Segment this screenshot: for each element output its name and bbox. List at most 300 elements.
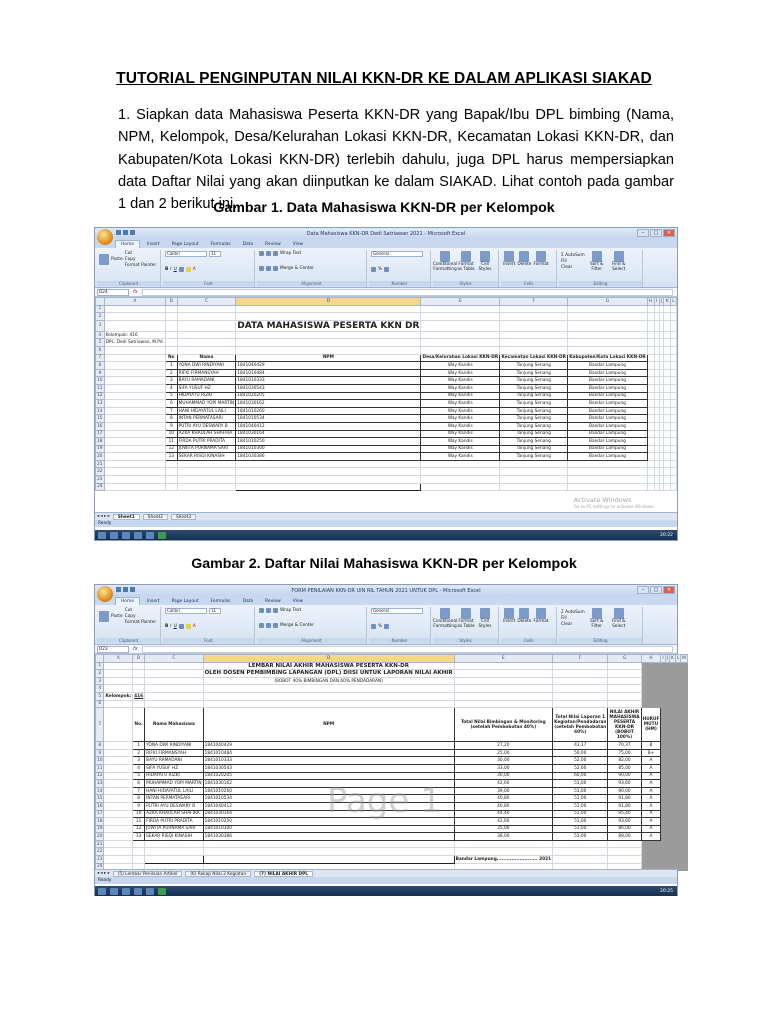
table-cell[interactable]: 1841010250 bbox=[236, 438, 421, 446]
cell[interactable] bbox=[670, 468, 676, 476]
column-header[interactable]: F bbox=[500, 298, 568, 306]
table-cell[interactable]: 52,00 bbox=[553, 757, 608, 765]
row-header[interactable]: 6 bbox=[96, 346, 105, 354]
cell[interactable] bbox=[104, 400, 165, 408]
cell[interactable]: OLEH DOSEN PEMBIMBING LAPANGAN (DPL) DIISI UNTUK LAPORAN NILAI AKHIR bbox=[204, 670, 453, 677]
cell[interactable] bbox=[681, 685, 688, 693]
cell[interactable] bbox=[104, 305, 165, 313]
start-icon[interactable] bbox=[98, 532, 106, 539]
cell[interactable] bbox=[647, 483, 654, 491]
cell[interactable] bbox=[236, 460, 421, 468]
cell[interactable] bbox=[670, 377, 676, 385]
cell[interactable] bbox=[104, 833, 133, 841]
table-cell[interactable]: 1841040412 bbox=[236, 422, 421, 430]
cell[interactable] bbox=[608, 670, 641, 678]
student-name[interactable]: FIRDA PUTRI PRADITA bbox=[145, 818, 203, 826]
cell[interactable] bbox=[641, 700, 661, 708]
ribbon-tab[interactable]: Insert bbox=[146, 599, 160, 604]
table-cell[interactable]: Way Kandis bbox=[421, 415, 500, 423]
table-cell[interactable]: Way Kandis bbox=[421, 377, 500, 385]
table-cell[interactable]: B+ bbox=[641, 749, 661, 757]
cell[interactable] bbox=[681, 772, 688, 780]
student-name[interactable]: SEKAR RISQI KINASIH bbox=[177, 453, 236, 461]
cell[interactable] bbox=[500, 305, 568, 313]
student-name[interactable]: PUTRI AYU DESWARY B bbox=[177, 422, 236, 430]
cell[interactable] bbox=[647, 476, 654, 484]
sheet-tab[interactable]: Sheet1 bbox=[113, 514, 140, 520]
cell-styles-icon[interactable] bbox=[480, 251, 490, 262]
cell[interactable] bbox=[681, 757, 688, 765]
cell[interactable] bbox=[500, 331, 568, 339]
sheet-tab[interactable]: (6) Rekap Nilai 2 Kegiatan bbox=[185, 871, 251, 877]
student-name[interactable]: INTAN PERMATASARI bbox=[177, 415, 236, 423]
cell[interactable] bbox=[641, 692, 661, 700]
table-cell[interactable]: 90,00 bbox=[608, 787, 641, 795]
cell[interactable] bbox=[421, 305, 500, 313]
column-header[interactable]: F bbox=[553, 655, 608, 663]
row-header[interactable]: 8 bbox=[96, 362, 105, 370]
cell-styles-icon[interactable] bbox=[480, 608, 490, 619]
delete-cells-icon[interactable] bbox=[519, 608, 529, 619]
align-middle-icon[interactable] bbox=[266, 608, 271, 613]
font-name-select[interactable]: Calibri bbox=[165, 251, 207, 257]
table-header[interactable]: No. bbox=[133, 708, 145, 742]
cell[interactable] bbox=[165, 305, 177, 313]
autosum-button[interactable]: AutoSum bbox=[565, 253, 585, 258]
minimize-icon[interactable]: – bbox=[637, 586, 649, 594]
table-cell[interactable]: 3 bbox=[133, 757, 145, 765]
cell[interactable] bbox=[104, 780, 133, 788]
table-cell[interactable]: 1841010333 bbox=[236, 377, 421, 385]
cell[interactable] bbox=[177, 305, 236, 313]
format-button[interactable]: Format bbox=[533, 262, 549, 267]
table-cell[interactable]: 4 bbox=[133, 764, 145, 772]
table-cell[interactable]: 1841010250 bbox=[203, 818, 454, 826]
sigma-icon[interactable]: Σ bbox=[561, 253, 564, 258]
ribbon-tab[interactable]: View bbox=[292, 242, 304, 247]
table-cell[interactable]: Tanjung Senang bbox=[500, 369, 568, 377]
table-cell[interactable]: A bbox=[641, 780, 661, 788]
cell[interactable] bbox=[670, 422, 676, 430]
cell[interactable] bbox=[641, 840, 661, 848]
table-cell[interactable]: A bbox=[641, 757, 661, 765]
cell[interactable] bbox=[647, 407, 654, 415]
cell[interactable] bbox=[647, 346, 654, 354]
align-center-icon[interactable] bbox=[266, 623, 271, 628]
table-header[interactable]: Nama Mahasiswa bbox=[145, 708, 203, 742]
table-cell[interactable]: A bbox=[641, 810, 661, 818]
cell[interactable] bbox=[681, 810, 688, 818]
cell[interactable] bbox=[608, 685, 641, 693]
table-cell[interactable]: 1841030164 bbox=[203, 810, 454, 818]
row-header[interactable]: 9 bbox=[96, 369, 105, 377]
table-cell[interactable]: 39,00 bbox=[454, 787, 552, 795]
column-header[interactable]: D bbox=[203, 655, 454, 663]
table-cell[interactable]: 40,80 bbox=[454, 795, 552, 803]
sheet-tab[interactable]: (5) Lembar Penilaian Artikel bbox=[113, 871, 183, 877]
cell[interactable] bbox=[104, 840, 133, 848]
cell[interactable] bbox=[681, 825, 688, 833]
merge-center-button[interactable]: Merge & Center bbox=[280, 623, 314, 628]
student-name[interactable]: SEKAR RISQI KINASIH bbox=[145, 833, 203, 841]
student-name[interactable]: HIDAYATU RIZKI bbox=[145, 772, 203, 780]
table-cell[interactable]: 1841010260 bbox=[236, 407, 421, 415]
sort-filter-button[interactable]: Sort & Filter bbox=[589, 619, 604, 629]
row-header[interactable]: 17 bbox=[97, 811, 103, 817]
table-cell[interactable]: 1 bbox=[165, 362, 177, 370]
format-table-button[interactable]: Format as Table bbox=[457, 619, 475, 629]
sigma-icon[interactable]: Σ bbox=[561, 610, 564, 615]
cell[interactable] bbox=[681, 833, 688, 841]
table-cell[interactable]: 90,00 bbox=[608, 772, 641, 780]
row-header[interactable]: 6 bbox=[96, 700, 104, 708]
borders-icon[interactable] bbox=[179, 624, 184, 629]
table-cell[interactable]: 25,00 bbox=[454, 749, 552, 757]
start-icon[interactable] bbox=[98, 888, 106, 895]
sort-filter-button[interactable]: Sort & Filter bbox=[589, 262, 604, 272]
student-name[interactable]: SIFA YUSUF HZ bbox=[177, 384, 236, 392]
cell[interactable] bbox=[104, 848, 133, 856]
table-cell[interactable]: 91,80 bbox=[608, 802, 641, 810]
paste-button[interactable]: Paste bbox=[111, 614, 123, 619]
table-cell[interactable]: Tanjung Senang bbox=[500, 422, 568, 430]
cell[interactable] bbox=[670, 339, 676, 347]
cell[interactable] bbox=[641, 677, 661, 685]
cell[interactable] bbox=[145, 856, 203, 864]
row-header[interactable]: 23 bbox=[97, 856, 103, 862]
cell[interactable] bbox=[236, 339, 421, 347]
table-cell[interactable]: A bbox=[641, 764, 661, 772]
student-name[interactable]: JUWITA PURNAMA SARI bbox=[145, 825, 203, 833]
row-header[interactable]: 11 bbox=[97, 765, 103, 771]
column-header[interactable]: K bbox=[665, 298, 669, 304]
table-cell[interactable]: Tanjung Senang bbox=[500, 400, 568, 408]
table-cell[interactable]: B bbox=[641, 742, 661, 750]
cell[interactable] bbox=[647, 320, 654, 331]
cell[interactable] bbox=[670, 331, 676, 339]
cell[interactable] bbox=[104, 384, 165, 392]
cell[interactable] bbox=[670, 460, 676, 468]
table-header[interactable]: HURUF MUTU (HM) bbox=[641, 708, 661, 742]
ribbon-tab[interactable]: View bbox=[292, 599, 304, 604]
column-header[interactable]: C bbox=[177, 298, 236, 306]
cell[interactable] bbox=[670, 354, 676, 362]
row-header[interactable]: 2 bbox=[96, 313, 105, 321]
align-left-icon[interactable] bbox=[259, 623, 264, 628]
student-name[interactable]: YONA DWI RINDIYANI bbox=[177, 362, 236, 370]
fill-color-icon[interactable] bbox=[186, 267, 191, 272]
cell[interactable] bbox=[641, 685, 661, 693]
row-header[interactable]: 5 bbox=[96, 339, 105, 347]
cell[interactable] bbox=[177, 331, 236, 339]
cell[interactable] bbox=[681, 802, 688, 810]
cell[interactable] bbox=[681, 670, 688, 678]
column-header[interactable]: B bbox=[133, 655, 145, 663]
wrap-text-button[interactable]: Wrap Text bbox=[280, 251, 302, 256]
student-name[interactable]: HANI HIDAYATUL LAILI bbox=[177, 407, 236, 415]
row-header[interactable]: 20 bbox=[97, 834, 103, 840]
row-header[interactable]: 3 bbox=[96, 320, 105, 331]
cell[interactable] bbox=[145, 840, 203, 848]
table-cell[interactable]: 5 bbox=[133, 772, 145, 780]
align-bottom-icon[interactable] bbox=[273, 251, 278, 256]
table-cell[interactable]: 51,00 bbox=[553, 833, 608, 841]
excel-taskbar-icon[interactable] bbox=[158, 532, 166, 539]
table-cell[interactable]: 13 bbox=[165, 453, 177, 461]
cell[interactable] bbox=[670, 362, 676, 370]
cell[interactable] bbox=[165, 468, 177, 476]
ribbon-tab[interactable]: Home bbox=[115, 240, 140, 248]
cell[interactable] bbox=[500, 346, 568, 354]
cell[interactable] bbox=[647, 354, 654, 362]
table-cell[interactable]: Tanjung Senang bbox=[500, 362, 568, 370]
align-middle-icon[interactable] bbox=[266, 251, 271, 256]
table-cell[interactable]: 8 bbox=[165, 415, 177, 423]
row-header[interactable]: 22 bbox=[97, 849, 103, 855]
cell[interactable] bbox=[553, 856, 608, 864]
cell[interactable] bbox=[670, 483, 676, 491]
currency-icon[interactable] bbox=[371, 267, 376, 272]
table-cell[interactable]: Bandar Lampung bbox=[568, 384, 647, 392]
cell[interactable] bbox=[177, 313, 236, 321]
row-header[interactable]: 10 bbox=[97, 378, 103, 384]
cell[interactable] bbox=[104, 700, 133, 708]
row-header[interactable]: 14 bbox=[97, 788, 103, 794]
table-cell[interactable]: Tanjung Senang bbox=[500, 384, 568, 392]
cell[interactable] bbox=[454, 670, 552, 678]
taskbar-app-icon[interactable] bbox=[134, 888, 142, 895]
table-cell[interactable]: Tanjung Senang bbox=[500, 415, 568, 423]
table-cell[interactable]: 42,60 bbox=[454, 780, 552, 788]
table-cell[interactable]: 1841020205 bbox=[203, 772, 454, 780]
cell[interactable] bbox=[104, 749, 133, 757]
table-cell[interactable]: 1841010484 bbox=[203, 749, 454, 757]
cell[interactable] bbox=[647, 305, 654, 313]
table-cell[interactable]: 70,37 bbox=[608, 742, 641, 750]
cell[interactable] bbox=[104, 483, 165, 491]
cell[interactable] bbox=[104, 438, 165, 446]
table-cell[interactable]: 1841040412 bbox=[203, 802, 454, 810]
column-header[interactable]: A bbox=[104, 298, 165, 306]
cell[interactable] bbox=[647, 400, 654, 408]
cell[interactable] bbox=[133, 677, 145, 685]
cell[interactable] bbox=[454, 662, 552, 670]
cut-button[interactable]: Cut bbox=[124, 251, 133, 256]
cell[interactable] bbox=[165, 339, 177, 347]
cell[interactable] bbox=[104, 662, 133, 670]
cell[interactable] bbox=[104, 445, 165, 453]
cell[interactable] bbox=[421, 483, 500, 491]
table-cell[interactable]: 75,00 bbox=[608, 749, 641, 757]
cell[interactable] bbox=[104, 362, 165, 370]
cell[interactable] bbox=[500, 468, 568, 476]
cell[interactable] bbox=[500, 339, 568, 347]
cut-button[interactable]: Cut bbox=[124, 608, 133, 613]
table-cell[interactable]: Way Kandis bbox=[421, 369, 500, 377]
font-name-select[interactable]: Calibri bbox=[165, 608, 207, 614]
cell[interactable]: Kelompok: bbox=[105, 693, 132, 699]
cell[interactable] bbox=[553, 670, 608, 678]
selected-cell[interactable] bbox=[203, 856, 454, 864]
cell-styles-button[interactable]: Cell Styles bbox=[478, 262, 492, 272]
table-cell[interactable]: 5 bbox=[165, 392, 177, 400]
wrap-text-button[interactable]: Wrap Text bbox=[280, 608, 302, 613]
ribbon-tab[interactable]: Page Layout bbox=[171, 242, 199, 247]
cell[interactable] bbox=[165, 483, 177, 491]
cell[interactable] bbox=[641, 848, 661, 856]
cell[interactable] bbox=[681, 795, 688, 803]
sort-filter-icon[interactable] bbox=[592, 251, 602, 262]
sheet-tab[interactable]: Sheet2 bbox=[143, 514, 168, 520]
cell[interactable] bbox=[568, 468, 647, 476]
table-cell[interactable]: A bbox=[641, 772, 661, 780]
cell[interactable] bbox=[681, 787, 688, 795]
table-cell[interactable]: 51,00 bbox=[553, 825, 608, 833]
font-size-select[interactable]: 11 bbox=[209, 251, 221, 257]
column-header[interactable]: B bbox=[165, 298, 177, 306]
table-cell[interactable]: 44,40 bbox=[454, 810, 552, 818]
cell[interactable] bbox=[647, 422, 654, 430]
cell[interactable] bbox=[568, 346, 647, 354]
cell[interactable] bbox=[104, 407, 165, 415]
taskbar-app-icon[interactable] bbox=[122, 532, 130, 539]
row-header[interactable]: 1 bbox=[96, 305, 105, 313]
table-cell[interactable]: 2 bbox=[165, 369, 177, 377]
cell[interactable] bbox=[203, 840, 454, 848]
cell[interactable] bbox=[608, 677, 641, 685]
format-painter-button[interactable]: Format Painter bbox=[124, 620, 157, 625]
font-color-icon[interactable]: A bbox=[192, 623, 196, 629]
table-header[interactable]: NPM bbox=[236, 354, 421, 362]
cell[interactable] bbox=[203, 700, 454, 708]
cell[interactable] bbox=[165, 460, 177, 468]
cell[interactable] bbox=[104, 810, 133, 818]
cell[interactable] bbox=[681, 742, 688, 750]
name-box[interactable]: D23 bbox=[97, 646, 129, 653]
table-cell[interactable]: 9 bbox=[133, 802, 145, 810]
table-cell[interactable]: Tanjung Senang bbox=[500, 445, 568, 453]
table-cell[interactable]: 1841040429 bbox=[236, 362, 421, 370]
table-header[interactable]: Total Nilai Laporan 1 Kegiatan/Pendadaran (setelah Pembobotan 60%) bbox=[553, 708, 608, 742]
cell[interactable] bbox=[608, 692, 641, 700]
cell[interactable] bbox=[236, 313, 421, 321]
cell[interactable] bbox=[641, 856, 661, 864]
conditional-formatting-button[interactable]: Conditional Formatting bbox=[432, 619, 458, 629]
cell[interactable] bbox=[670, 415, 676, 423]
cell[interactable] bbox=[236, 346, 421, 354]
cell[interactable] bbox=[165, 476, 177, 484]
table-cell[interactable]: 38,00 bbox=[454, 833, 552, 841]
cell[interactable] bbox=[104, 772, 133, 780]
cell[interactable] bbox=[500, 483, 568, 491]
cell[interactable] bbox=[177, 483, 236, 491]
window-controls[interactable] bbox=[637, 586, 675, 594]
cell[interactable] bbox=[236, 468, 421, 476]
fill-color-icon[interactable] bbox=[186, 624, 191, 629]
cell[interactable] bbox=[553, 700, 608, 708]
cell[interactable]: Kelompok: 416 bbox=[104, 331, 165, 339]
cell[interactable] bbox=[104, 670, 133, 678]
row-header[interactable]: 15 bbox=[97, 796, 103, 802]
table-cell[interactable]: Bandar Lampung bbox=[568, 377, 647, 385]
table-cell[interactable]: Way Kandis bbox=[421, 407, 500, 415]
cell[interactable] bbox=[104, 685, 133, 693]
italic-icon[interactable]: I bbox=[170, 623, 172, 629]
cell[interactable] bbox=[145, 677, 203, 685]
row-header[interactable]: 23 bbox=[97, 476, 103, 482]
cell[interactable] bbox=[104, 856, 133, 864]
bold-icon[interactable]: B bbox=[165, 266, 169, 272]
table-cell[interactable]: Tanjung Senang bbox=[500, 377, 568, 385]
table-cell[interactable]: Way Kandis bbox=[421, 392, 500, 400]
student-name[interactable]: AZKA KHAULAH SHAFIRA bbox=[177, 430, 236, 438]
cell[interactable] bbox=[647, 331, 654, 339]
table-cell[interactable]: Bandar Lampung bbox=[568, 422, 647, 430]
table-cell[interactable]: Bandar Lampung bbox=[568, 415, 647, 423]
student-name[interactable]: YONA DWI RINDIYANI bbox=[145, 742, 203, 750]
table-cell[interactable]: 6 bbox=[165, 400, 177, 408]
table-cell[interactable]: 1841030386 bbox=[203, 833, 454, 841]
table-cell[interactable]: 11 bbox=[165, 438, 177, 446]
percent-icon[interactable]: % bbox=[378, 266, 383, 272]
cell[interactable]: LEMBAR NILAI AKHIR MAHASISWA PESERTA KKN-DR bbox=[203, 662, 454, 670]
student-name[interactable]: BAYU RAMADANI bbox=[145, 757, 203, 765]
cell[interactable] bbox=[647, 445, 654, 453]
table-cell[interactable]: 1841010300 bbox=[236, 445, 421, 453]
student-name[interactable]: HANI HIDAYATUL LAILI bbox=[145, 787, 203, 795]
row-header[interactable]: 7 bbox=[96, 354, 105, 362]
table-cell[interactable]: Way Kandis bbox=[421, 445, 500, 453]
cell[interactable] bbox=[647, 453, 654, 461]
format-painter-button[interactable]: Format Painter bbox=[124, 263, 157, 268]
table-cell[interactable]: 13 bbox=[133, 833, 145, 841]
cell[interactable] bbox=[236, 331, 421, 339]
row-header[interactable]: 14 bbox=[97, 408, 103, 414]
cell[interactable] bbox=[145, 670, 203, 678]
insert-button[interactable]: Insert bbox=[503, 262, 516, 267]
row-header[interactable]: 3 bbox=[96, 677, 104, 685]
row-header[interactable]: 4 bbox=[96, 331, 105, 339]
row-header[interactable]: 1 bbox=[96, 662, 104, 670]
cell[interactable] bbox=[568, 460, 647, 468]
table-cell[interactable]: 52,00 bbox=[553, 764, 608, 772]
cell[interactable] bbox=[553, 685, 608, 693]
close-icon[interactable]: × bbox=[663, 586, 675, 594]
table-cell[interactable]: 30,00 bbox=[454, 772, 552, 780]
cell[interactable] bbox=[681, 692, 688, 700]
row-header[interactable]: 19 bbox=[97, 826, 103, 832]
cell[interactable] bbox=[104, 818, 133, 826]
cell[interactable] bbox=[608, 700, 641, 708]
table-cell[interactable]: 30,00 bbox=[454, 757, 552, 765]
cell[interactable] bbox=[104, 757, 133, 765]
column-header[interactable]: E bbox=[421, 298, 500, 306]
cell[interactable] bbox=[647, 369, 654, 377]
cell[interactable] bbox=[421, 320, 500, 331]
cell[interactable] bbox=[647, 384, 654, 392]
fill-button[interactable]: Fill bbox=[561, 616, 567, 621]
cell[interactable] bbox=[670, 438, 676, 446]
format-cells-icon[interactable] bbox=[536, 251, 546, 262]
cell[interactable] bbox=[608, 840, 641, 848]
table-cell[interactable]: 6 bbox=[133, 780, 145, 788]
cell[interactable] bbox=[133, 848, 145, 856]
delete-button[interactable]: Delete bbox=[517, 619, 532, 624]
table-cell[interactable]: A bbox=[641, 802, 661, 810]
table-cell[interactable]: Bandar Lampung bbox=[568, 430, 647, 438]
ribbon-tab[interactable]: Page Layout bbox=[171, 599, 199, 604]
cell[interactable] bbox=[568, 305, 647, 313]
